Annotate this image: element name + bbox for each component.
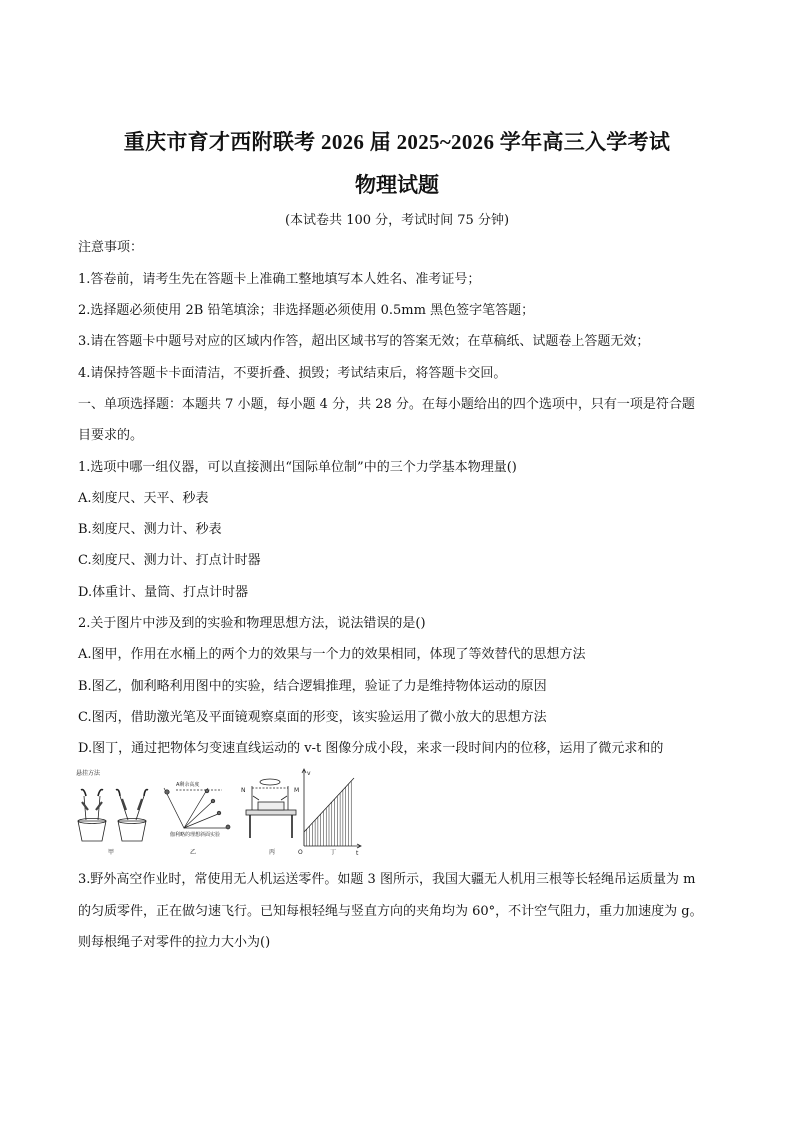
question-1-option-b: B.刻度尺、测力计、秒表 [78, 522, 222, 537]
exam-subject: 物理试题 [355, 173, 439, 197]
question-3-line-3: 则每根绳子对零件的拉力大小为() [78, 935, 271, 950]
question-1-stem: 1.选项中哪一组仪器，可以直接测出“国际单位制”中的三个力学基本物理量() [78, 460, 517, 475]
notice-item: 2.选择题必须使用 2B 铅笔填涂；非选择题必须使用 0.5mm 黑色签字笔答题； [78, 303, 535, 318]
section-heading: 一、单项选择题：本题共 7 小题，每小题 4 分，共 28 分。在每小题给出的四个选项中，只有一项是符合题 [78, 397, 695, 412]
notice-item: 1.答卷前，请考生先在答题卡上准确工整地填写本人姓名、准考证号； [78, 272, 481, 287]
section-heading-cont: 目要求的。 [78, 428, 144, 443]
panel-yi-top-caption: A剩余高度 [176, 782, 200, 788]
question-1-option-d: D.体重计、量筒、打点计时器 [78, 585, 249, 600]
notice-heading: 注意事项： [78, 240, 144, 255]
panel-ding-origin-label: O [298, 849, 303, 856]
panel-jia-caption: 悬挂方法 [76, 770, 101, 777]
question-3-line-2: 的匀质零件，正在做匀速飞行。已知每根轻绳与竖直方向的夹角均为 60°，不计空气阻力，重力加速度为 g。 [78, 904, 703, 919]
question-3-line-1: 3.野外高空作业时，常使用无人机运送零件。如题 3 图所示，我国大疆无人机用三根等长轻绳吊运质量为 m [78, 872, 696, 887]
question-2-stem: 2.关于图片中涉及到的实验和物理思想方法，说法错误的是() [78, 616, 426, 631]
question-2-figure [72, 766, 362, 858]
panel-bing-m-label: M [294, 787, 300, 794]
exam-info: (本试卷共 100 分，考试时间 75 分钟) [284, 213, 510, 228]
panel-jia-bucket-illustration [76, 769, 148, 841]
panel-jia-label: 甲 [108, 849, 115, 856]
panel-yi-bottom-caption: 伽利略的理想斜面实验 [170, 832, 221, 838]
panel-bing-table-illustration [246, 779, 296, 838]
panel-bing-label: 丙 [269, 849, 276, 856]
panel-yi-ramp-illustration [164, 788, 230, 829]
question-2-option-b: B.图乙，伽利略利用图中的实验，结合逻辑推理，验证了力是维持物体运动的原因 [78, 679, 547, 694]
question-2-option-c: C.图丙，借助激光笔及平面镜观察桌面的形变，该实验运用了微小放大的思想方法 [78, 710, 547, 725]
panel-ding-t-axis-label: t [356, 850, 359, 857]
panel-ding-v-axis-label: v [307, 770, 311, 777]
question-1-option-c: C.刻度尺、测力计、打点计时器 [78, 553, 261, 568]
panel-yi-label: 乙 [190, 849, 197, 856]
panel-bing-n-label: N [241, 787, 246, 794]
question-2-option-d: D.图丁，通过把物体匀变速直线运动的 v-t 图像分成小段，来求一段时间内的位移，运用了微元求和的 [78, 741, 664, 756]
question-1-option-a: A.刻度尺、天平、秒表 [78, 491, 209, 506]
exam-title: 重庆市育才西附联考 2026 届 2025~2026 学年高三入学考试 [123, 130, 671, 154]
panel-ding-vt-graph [302, 769, 361, 848]
notice-item: 3.请在答题卡中题号对应的区域内作答，超出区域书写的答案无效；在草稿纸、试题卷上答题无效； [78, 334, 650, 349]
question-2-option-a: A.图甲，作用在水桶上的两个力的效果与一个力的效果相同，体现了等效替代的思想方法 [78, 647, 586, 662]
panel-ding-label: 丁 [330, 849, 337, 856]
notice-item: 4.请保持答题卡卡面清洁，不要折叠、损毁；考试结束后，将答题卡交回。 [78, 366, 507, 381]
